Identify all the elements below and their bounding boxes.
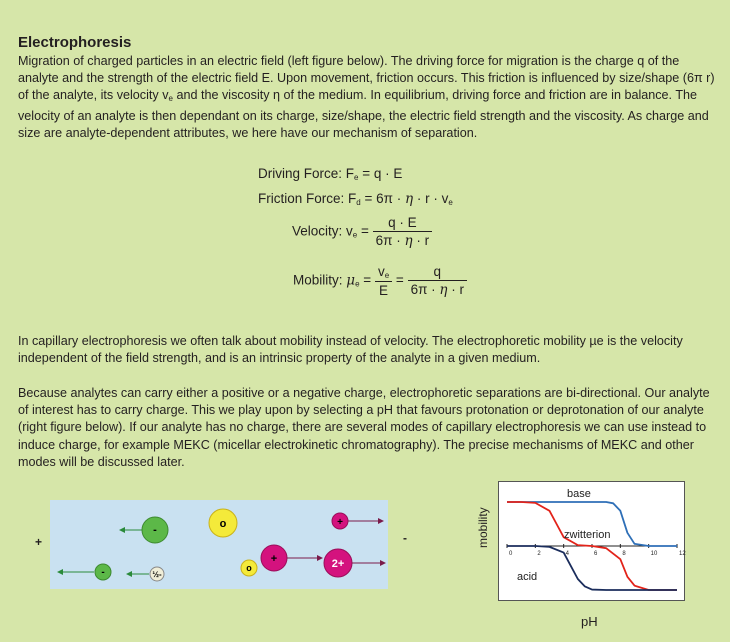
driving-force-equation: Driving Force: $F_e = q \cdot E$ [258, 166, 403, 182]
particle-neutral-small-label: o [246, 563, 252, 573]
x-tick-label: 2 [537, 551, 541, 557]
x-tick-label: 12 [679, 551, 686, 557]
intro-paragraph: Migration of charged particles in an electric field (left figure below). The driving force for migration is the charge q of the analyte and the strength of the electric field E. Upon movement, friction occurs. This friction is influenced by size/shape (6π r) of the analyte, its velocity $v_e$ and the viscosity η of the medium. In equilibrium, driving force and friction are in balance. The velocity of an analyte is then dependant on its charge, size/shape, the electric field strength and the viscosity. As charge and size are analyte-dependent attributes, we here have our mechanism of separation. [18, 54, 715, 140]
mobility-chart-svg [499, 482, 684, 600]
charge-paragraph: Because analytes can carry either a positive or a negative charge, electrophoretic separations are bi-directional. Our analyte of interest has to carry charge. This we play upon by selecting a pH that favours protonation or deprotonation of our analyte (right figure below). If our analyte has no charge, there are several modes of capillary electrophoresis we can use instead to induce charge, for example MEKC (micellar electrokinetic chromatography). The precise mechanisms of MEKC and other modes will be discussed later. [18, 386, 710, 469]
mobility-chart [498, 481, 685, 601]
series-label-base: base [567, 488, 591, 500]
particle-negative-large-label: - [153, 524, 157, 536]
velocity-equation: Velocity: $v_e$ = $\frac{q \cdot E}{6\pi \cdot \eta \cdot r}$ [292, 215, 432, 249]
friction-force-equation: Friction Force: $F_d = 6\pi \cdot \eta \cdot r \cdot v_e$ [258, 191, 453, 207]
page-title: Electrophoresis [18, 34, 132, 51]
x-axis-label: pH [581, 614, 598, 629]
series-label-zwitterion: zwitterion [564, 529, 611, 541]
mobility-equation: Mobility: $\mu_e$ = $\frac{v_e}{E}$ = $\frac{q}{6\pi \cdot \eta \cdot r}$ [293, 264, 467, 298]
series-label-acid: acid [517, 571, 538, 583]
particle-half-negative-label: ½- [152, 570, 162, 579]
particle-positive-double-label: 2+ [331, 558, 345, 570]
x-tick-label: 10 [650, 551, 658, 557]
particle-positive-small-label: + [337, 517, 343, 528]
electrophoresis-figure [50, 500, 388, 589]
y-axis-label: mobility [476, 507, 490, 548]
x-tick-label: 0 [509, 551, 513, 557]
cathode-minus-sign: - [403, 531, 407, 545]
x-tick-label: 8 [622, 551, 626, 557]
mobility-paragraph: In capillary electrophoresis we often talk about mobility instead of velocity. The electrophoretic mobility µe is the velocity independent of the field strength, and is an intrinsic property of the analyte in a given medium. [18, 334, 683, 366]
x-tick-label: 6 [594, 551, 598, 557]
x-tick-label: 4 [565, 551, 570, 557]
particle-neutral-large-label: o [219, 518, 227, 530]
particle-negative-small-label: - [101, 567, 105, 578]
anode-plus-sign: + [35, 535, 43, 549]
particle-positive-mid-label: + [270, 553, 278, 565]
electrophoresis-diagram [50, 500, 388, 589]
